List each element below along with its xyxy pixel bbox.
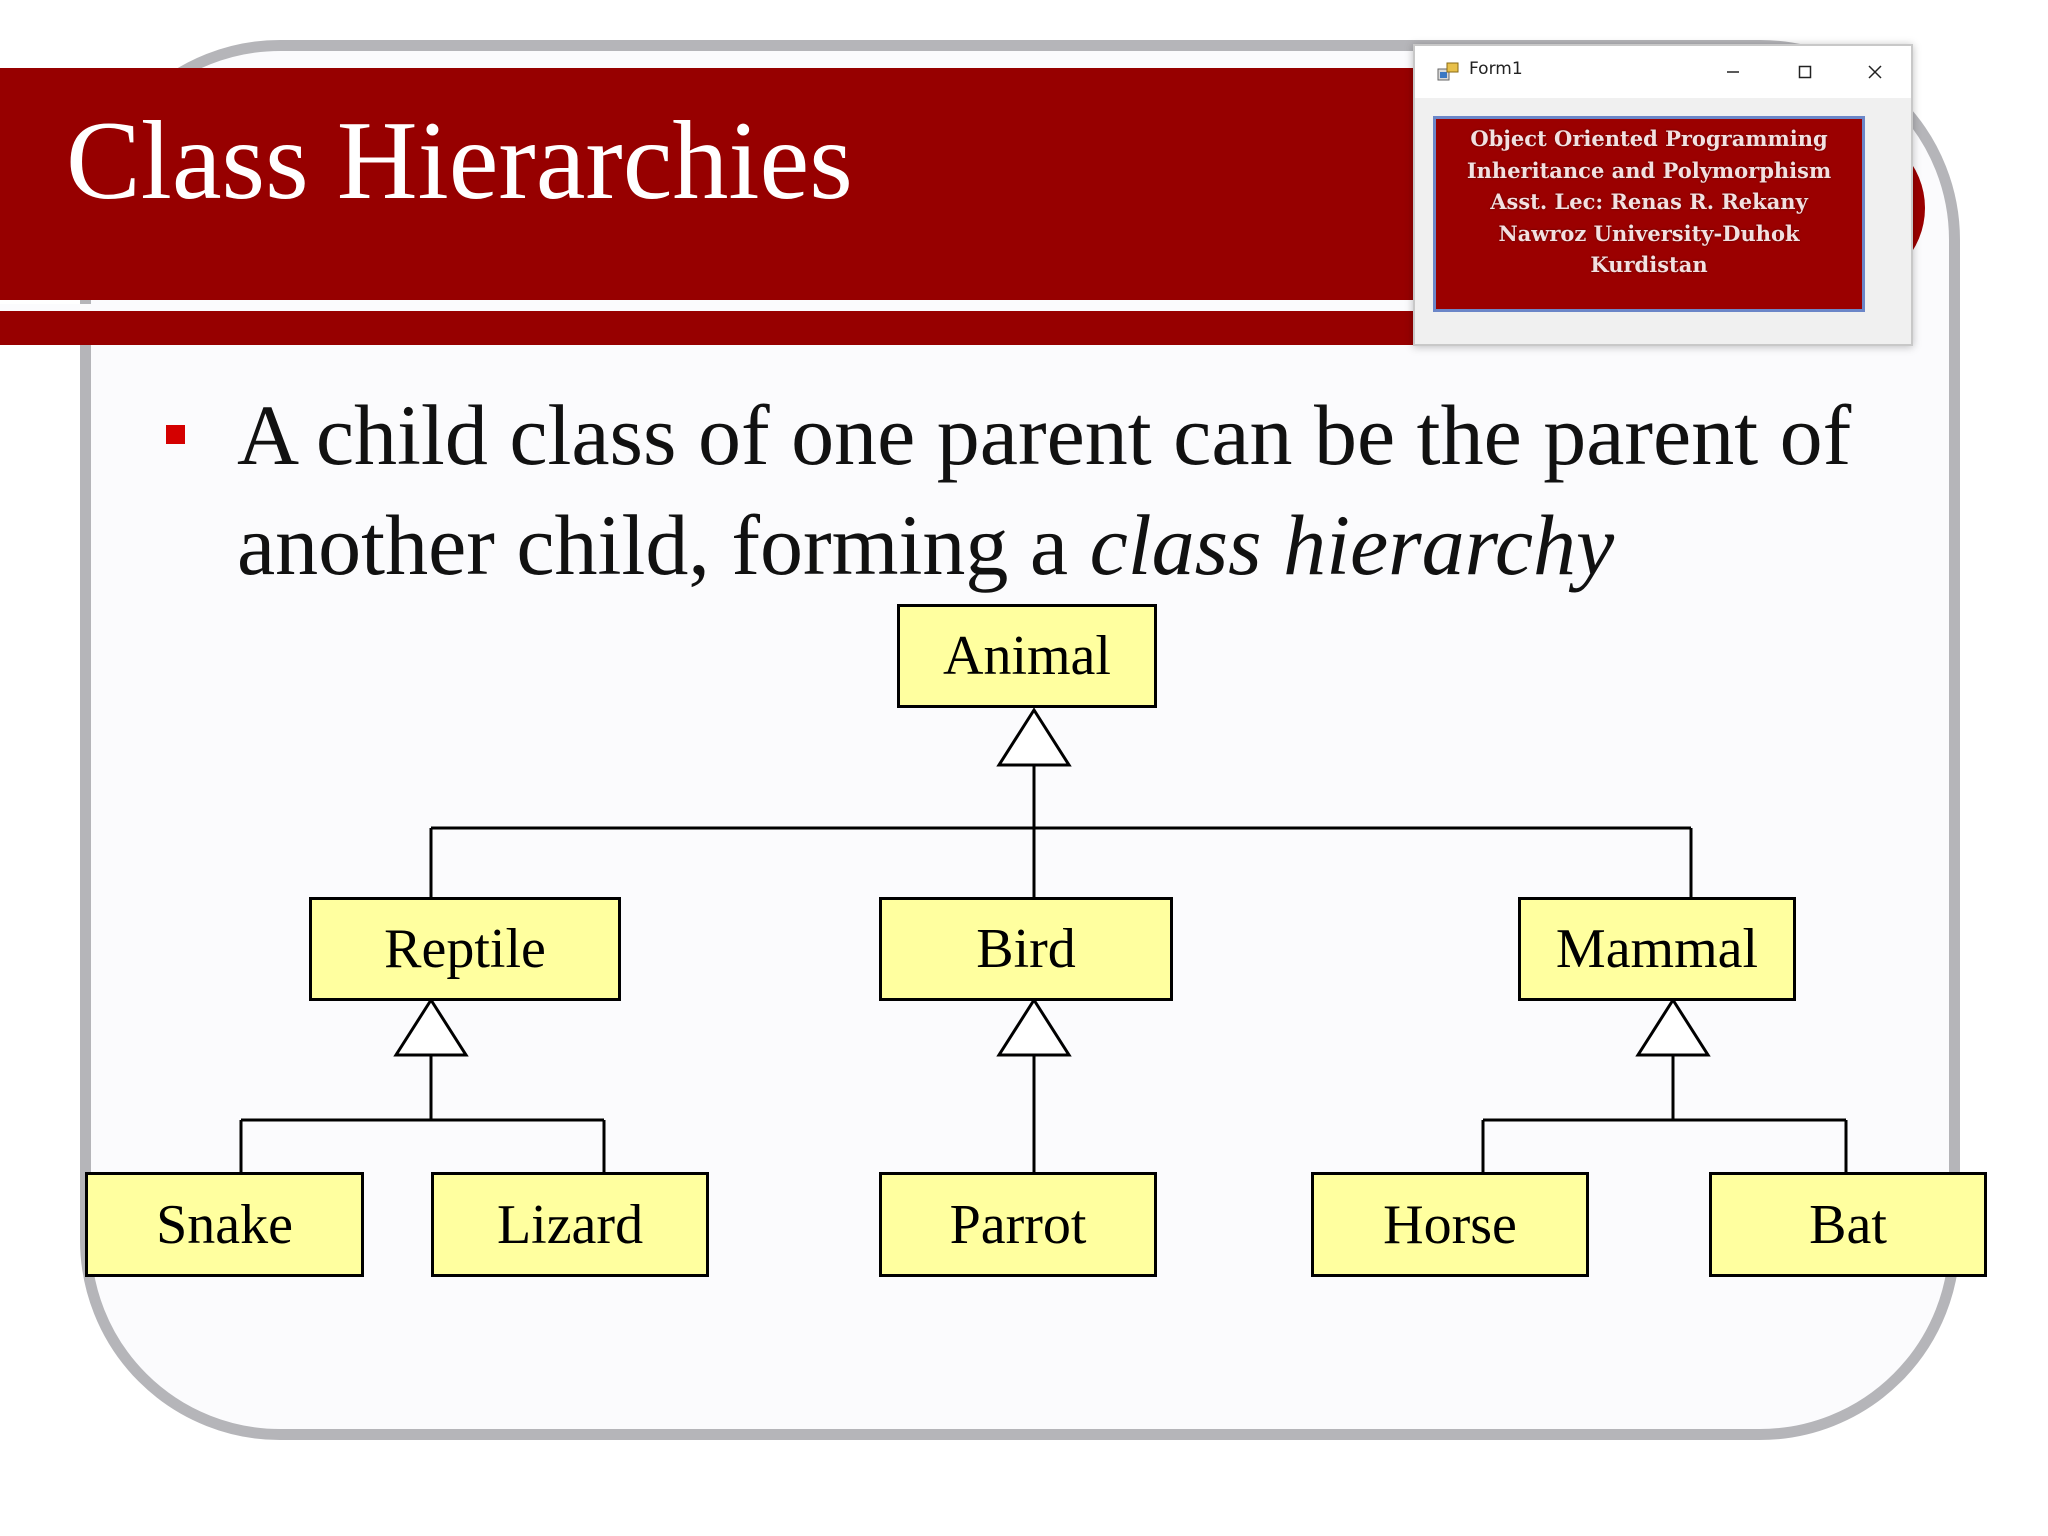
university-line: Nawroz University-Duhok: [1498, 220, 1800, 246]
class-box-reptile: Reptile: [309, 897, 621, 1001]
lecturer-line: Asst. Lec: Renas R. Rekany: [1490, 189, 1808, 214]
window-title: Form1: [1469, 59, 1523, 79]
region-line: Kurdistan: [1590, 252, 1708, 277]
window-titlebar[interactable]: [1415, 46, 1911, 98]
class-box-parrot: Parrot: [879, 1172, 1157, 1277]
window-client-area: [1415, 98, 1911, 344]
class-box-bat: Bat: [1709, 1172, 1987, 1277]
course-title-line: Object Oriented Programming: [1470, 126, 1828, 151]
class-box-horse: Horse: [1311, 1172, 1589, 1277]
bullet-text-main: A child class of one parent can be the parent of another child, forming a: [237, 387, 1852, 593]
class-box-snake: Snake: [85, 1172, 364, 1277]
maximize-icon: [1797, 64, 1813, 80]
course-topic-line: Inheritance and Polymorphism: [1466, 157, 1832, 183]
form1-window: [1413, 44, 1913, 346]
class-box-bird: Bird: [879, 897, 1173, 1001]
course-info-label: [1433, 116, 1865, 312]
inheritance-arrow-reptile: [396, 1000, 466, 1055]
minimize-button[interactable]: [1705, 52, 1761, 92]
class-box-animal: Animal: [897, 604, 1157, 708]
inheritance-arrow-animal: [999, 710, 1069, 765]
app-icon: [1437, 62, 1459, 82]
inheritance-arrow-mammal: [1638, 1000, 1708, 1055]
minimize-icon: [1725, 64, 1741, 80]
class-box-lizard: Lizard: [431, 1172, 709, 1277]
close-icon: [1867, 64, 1883, 80]
bullet-text-emphasis: class hierarchy: [1089, 497, 1615, 593]
close-button[interactable]: [1847, 52, 1903, 92]
inheritance-arrow-bird: [999, 1000, 1069, 1055]
maximize-button[interactable]: [1777, 52, 1833, 92]
class-box-mammal: Mammal: [1518, 897, 1796, 1001]
slide-title: Class Hierarchies: [66, 99, 853, 223]
